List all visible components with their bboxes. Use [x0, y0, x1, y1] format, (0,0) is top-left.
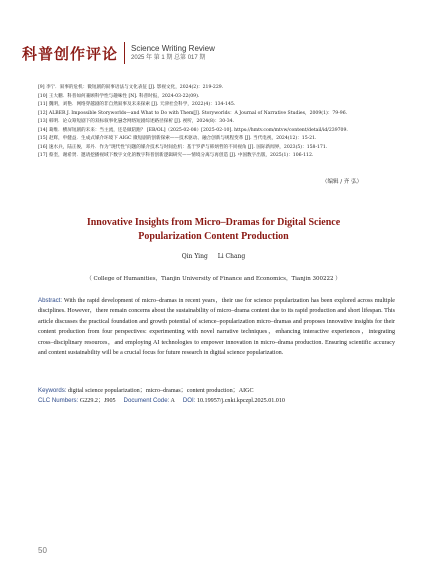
journal-header	[22, 40, 215, 66]
issue-info: 2025 年 第 1 期 总第 017 期	[131, 55, 206, 61]
keywords-label: Keywords:	[38, 387, 67, 394]
reference-list	[38, 84, 396, 161]
doi-label: DOI:	[182, 397, 196, 404]
abstract-label: Abstract:	[38, 297, 63, 304]
reference-item: [13] 韩明．论众筹短剧下的双标叙事化悬念网络短剧综述路径探析 [J]. 视听，2024(8)：30-34.	[38, 119, 235, 124]
affiliation: （ College of Humanities，Tianjin University of Finance and Economics，Tianjin 300222 ）	[86, 276, 341, 282]
keywords-text: digital science popularization；micro–dramas；content production；AIGC	[67, 388, 254, 394]
author-name: Li Chang	[217, 253, 246, 260]
reference-item: [10] 王大鹏．科普如何兼顾科学性与趣味性 [N]. 科普时报，2024-03-22(09).	[38, 93, 200, 99]
journal-logo: 科普创作评论	[22, 44, 119, 63]
reference-item: [17] 蔡奎，谢希贤．邀请挖播视域下数字文化的数字科普创新逻辑研究——情境分离与再创造 [J]. 中国数字出版，2025(1)：106-112.	[38, 153, 314, 158]
reference-item: [15] 赵辉，申健益．生成式媒介环境下 AIGC 微短剧的创新探索——技术驱动、融合创新与规程变革 [J]. 当代电视，2024(12)：15-21.	[38, 136, 317, 141]
reference-item: [14] 葛维．横屏短剧的未来：当主流，还是做陪跑？ [EB/OL]（2025-02-08）[2025-02-10]. https://hmtv.com/mtvw/content/detail/id/239709.	[38, 127, 348, 133]
clc-value: G229.2；J905	[79, 398, 116, 404]
keywords	[38, 386, 398, 396]
editor-note: （编辑 / 齐 弘）	[322, 179, 363, 185]
document-code-label: Document Code:	[123, 397, 170, 404]
page-number: 50	[38, 546, 47, 555]
article-title	[30, 216, 397, 244]
header-divider	[124, 42, 125, 64]
reference-item: [16] 速水兵，陆正俊，邓丹．作为“现代性”问题的媒介技术与时间危机：基于罗萨与韩炳哲的不同视角 [J]. 国际新闻界，2023(5)：158-171.	[38, 144, 328, 150]
reference-item: [12] ALBER J. Impossible Storyworlds—and What to Do with Them[J]. Storyworlds：A Journal of Narrative Studies，2009(1)：79-96.	[38, 110, 348, 116]
clc-label: CLC Numbers:	[38, 397, 79, 404]
doi-value: 10.19957/j.cnki.kpczpl.2025.01.010	[196, 398, 285, 404]
reference-item: [11] 魏明，刘艳．网络穿越剧的非自然叙事及未来探索 [J]. 天津社会科学，2022(4)：134-145.	[38, 102, 236, 107]
author-name: Qin Ying	[181, 253, 208, 260]
abstract-text: With the rapid development of micro–dramas in recent years，their use for science popularization has been explored across multiple disciplines. However，there remain concerns about the sustainability of micro–drama content due to its rapid production and short lifespan. This article discusses the practical foundation and growth potential of science–popularization micro–dramas and proposes innovative insights for their content production from four perspectives: experimenting with novel narrative techniques，enhancing interactive experiences，integrating cross–disciplinary resources，and employing AI technologies to empower innovation in micro–drama production. Ensuring scientific accuracy and content sustainability will be a crucial focus for future research in digital science popularization.	[38, 298, 395, 357]
journal-info	[131, 44, 215, 62]
author-list	[0, 253, 427, 260]
classification-line	[38, 396, 398, 406]
document-code-value: A	[170, 398, 175, 404]
abstract	[38, 296, 395, 358]
journal-name: Science Writing Review	[131, 44, 215, 53]
title-line-2: Popularization Content Production	[138, 231, 289, 242]
title-line-1: Innovative Insights from Micro–Dramas for Digital Science	[86, 217, 341, 228]
reference-item: [9] 李宁．叙事的危机：微短剧的叙事语法与文化表征 [J]. 影视文化，2024(2)：219-229.	[38, 85, 224, 90]
